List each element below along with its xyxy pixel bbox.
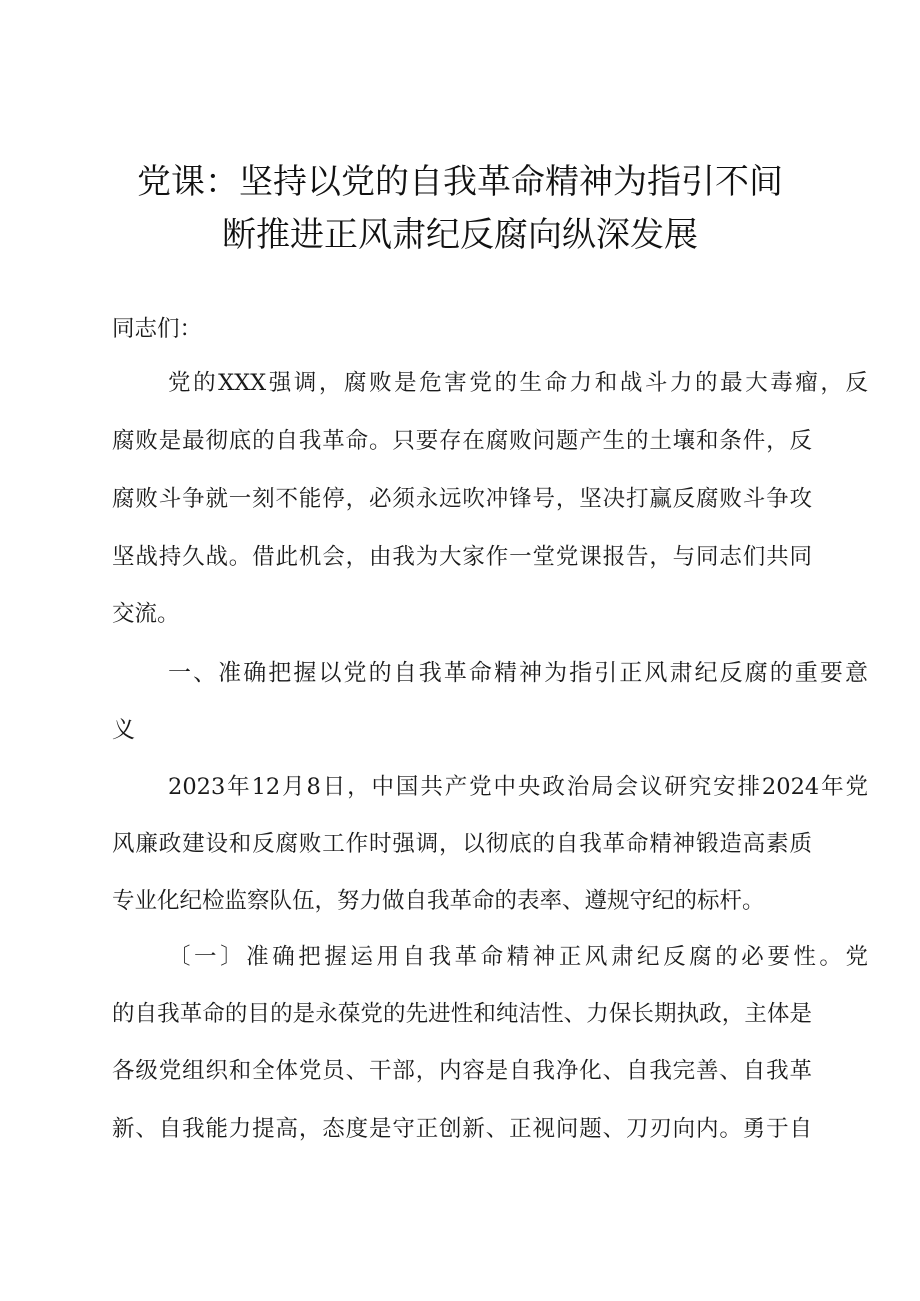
paragraph-line: 2023年12月8日，中国共产党中央政治局会议研究安排2024年党 <box>168 774 868 800</box>
heading-line: 义 <box>112 717 135 743</box>
heading-line: 一、准确把握以党的自我革命精神为指引正风肃纪反腐的重要意 <box>168 660 868 686</box>
paragraph-line: 专业化纪检监察队伍，努力做自我革命的表率、遵规守纪的标杆。 <box>112 888 765 914</box>
paragraph-line: 腐败斗争就一刻不能停，必须永远吹冲锋号，坚决打赢反腐败斗争攻 <box>112 486 812 512</box>
document-title-line-2: 断推进正风肃纪反腐向纵深发展 <box>222 215 698 255</box>
paragraph-line: 的自我革命的目的是永葆党的先进性和纯洁性、力保长期执政，主体是 <box>112 1001 812 1027</box>
paragraph-line: 交流。 <box>112 601 180 627</box>
paragraph-line: 坚战持久战。借此机会，由我为大家作一堂党课报告，与同志们共同 <box>112 544 812 570</box>
paragraph-line: 新、自我能力提高，态度是守正创新、正视问题、刀刃向内。勇于自 <box>112 1116 812 1142</box>
paragraph-line: 各级党组织和全体党员、干部，内容是自我净化、自我完善、自我革 <box>112 1058 812 1084</box>
paragraph-line: 腐败是最彻底的自我革命。只要存在腐败问题产生的土壤和条件，反 <box>112 428 812 454</box>
paragraph-line: 党的XXX强调，腐败是危害党的生命力和战斗力的最大毒瘤，反 <box>168 370 868 396</box>
salutation-text: 同志们： <box>112 316 203 342</box>
paragraph-line: 风廉政建设和反腐败工作时强调，以彻底的自我革命精神锻造高素质 <box>112 831 812 857</box>
paragraph-line: 〔一〕准确把握运用自我革命精神正风肃纪反腐的必要性。党 <box>168 944 868 970</box>
document-title-line-1: 党课：坚持以党的自我革命精神为指引不间 <box>137 162 783 202</box>
